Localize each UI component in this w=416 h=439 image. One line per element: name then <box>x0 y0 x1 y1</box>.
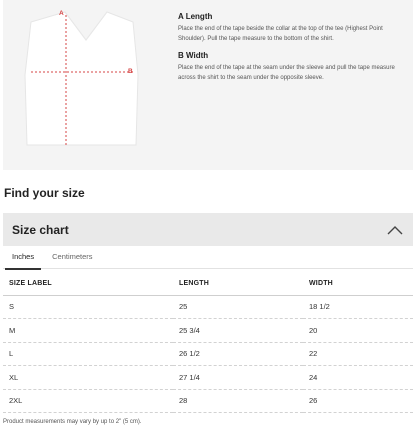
column-header-width: WIDTH <box>303 273 413 295</box>
width-cell: 20 <box>303 319 413 343</box>
tab-inches[interactable]: Inches <box>3 247 43 269</box>
column-header-length: LENGTH <box>173 273 303 295</box>
shirt-diagram <box>3 0 173 170</box>
length-cell: 25 3/4 <box>173 319 303 343</box>
measurement-instructions <box>178 12 406 90</box>
size-chart-accordion-header[interactable] <box>3 213 413 246</box>
tshirt-body-shape <box>25 12 138 145</box>
table-row <box>3 389 413 413</box>
length-cell: 26 1/2 <box>173 342 303 366</box>
find-your-size-heading: Find your size <box>4 186 85 200</box>
instruction-length <box>178 12 406 44</box>
size-chart-table <box>3 273 413 413</box>
width-marker-label: B <box>128 68 133 75</box>
instruction-text: Place the end of the tape at the seam under the sleeve and pull the tape measure across the shirt to the seam under the opposite sleeve. <box>178 65 395 81</box>
length-cell: 28 <box>173 389 303 413</box>
table-row <box>3 342 413 366</box>
instruction-text: Place the end of the tape beside the collar at the top of the tee (Highest Point Shoulder). Pull the tape measure to the bottom of the shirt. <box>178 26 383 42</box>
column-header-size-label: SIZE LABEL <box>3 273 173 295</box>
table-header-row <box>3 273 413 295</box>
measurement-disclaimer: Product measurements may vary by up to 2" (5 cm). <box>3 419 142 425</box>
width-cell: 18 1/2 <box>303 295 413 319</box>
measurement-guide-panel <box>3 0 413 170</box>
table-row <box>3 366 413 390</box>
instruction-title: A Length <box>178 12 213 21</box>
width-cell: 22 <box>303 342 413 366</box>
length-marker-label: A <box>59 10 64 17</box>
size-label-cell: M <box>3 319 173 343</box>
chevron-up-icon[interactable] <box>387 225 403 235</box>
length-cell: 25 <box>173 295 303 319</box>
unit-tabs <box>3 247 413 269</box>
table-row <box>3 295 413 319</box>
width-cell: 24 <box>303 366 413 390</box>
size-label-cell: XL <box>3 366 173 390</box>
size-label-cell: 2XL <box>3 389 173 413</box>
tab-centimeters[interactable]: Centimeters <box>52 252 93 261</box>
size-chart-title: Size chart <box>12 222 69 237</box>
tshirt-illustration <box>3 0 173 170</box>
instruction-title: B Width <box>178 51 209 60</box>
length-cell: 27 1/4 <box>173 366 303 390</box>
size-label-cell: S <box>3 295 173 319</box>
width-cell: 26 <box>303 389 413 413</box>
table-row <box>3 319 413 343</box>
instruction-width <box>178 51 406 83</box>
size-label-cell: L <box>3 342 173 366</box>
